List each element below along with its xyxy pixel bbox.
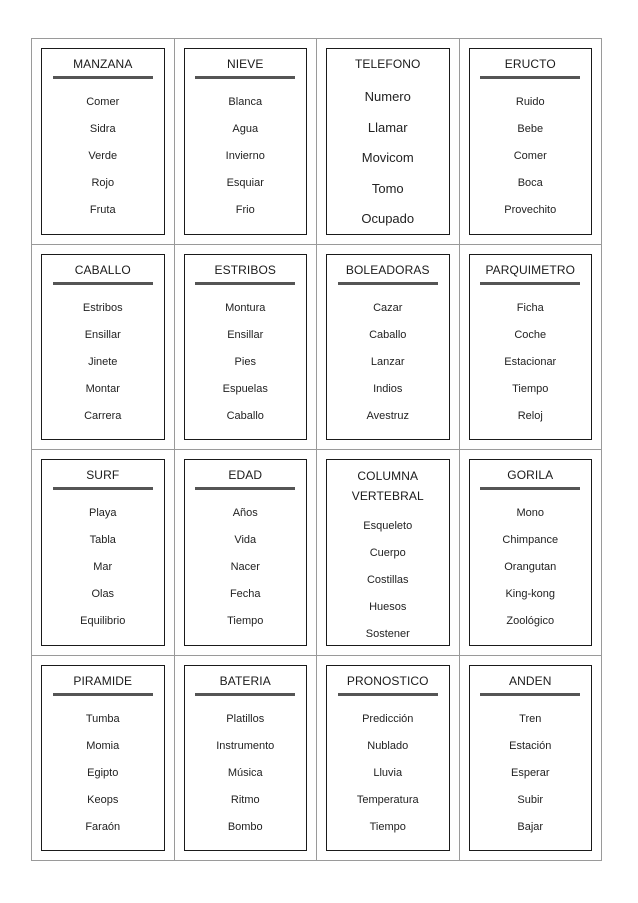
card-cell bbox=[460, 245, 603, 451]
word-item: Ritmo bbox=[230, 793, 260, 806]
title-underline bbox=[338, 693, 438, 696]
word-item: Lanzar bbox=[370, 355, 405, 368]
word-card bbox=[469, 665, 593, 852]
title-underline bbox=[480, 693, 580, 696]
title-underline bbox=[480, 282, 580, 285]
word-item: Costillas bbox=[366, 574, 409, 586]
word-item: Esqueleto bbox=[363, 520, 413, 532]
word-card bbox=[41, 459, 165, 646]
word-item: Frio bbox=[235, 204, 255, 216]
word-list bbox=[185, 295, 307, 430]
word-card bbox=[184, 48, 308, 235]
card-title: NIEVE bbox=[226, 57, 264, 71]
word-item: Mono bbox=[516, 507, 545, 519]
card-title: EDAD bbox=[228, 468, 263, 482]
word-item: Espuelas bbox=[222, 382, 268, 395]
word-item: Equilibrio bbox=[80, 615, 126, 627]
word-list bbox=[42, 500, 164, 635]
word-item: Estribos bbox=[82, 301, 123, 314]
title-underline bbox=[195, 282, 295, 285]
title-underline bbox=[53, 487, 153, 490]
word-card bbox=[184, 459, 308, 646]
word-list bbox=[327, 82, 449, 235]
word-item: Tiempo bbox=[369, 820, 406, 833]
word-list bbox=[42, 706, 164, 841]
word-item: Montura bbox=[225, 301, 266, 314]
word-list bbox=[327, 295, 449, 430]
word-list bbox=[470, 500, 592, 635]
word-list bbox=[470, 295, 592, 430]
word-item: Tiempo bbox=[512, 382, 549, 395]
word-item: Jinete bbox=[88, 355, 118, 368]
word-card bbox=[326, 459, 450, 646]
word-item: Momia bbox=[86, 739, 120, 752]
title-underline bbox=[480, 487, 580, 490]
card-title-line: VERTEBRAL bbox=[351, 489, 424, 503]
card-cell bbox=[32, 39, 175, 245]
word-item: Reloj bbox=[517, 409, 543, 422]
word-item: Huesos bbox=[369, 601, 407, 613]
word-item: Comer bbox=[86, 96, 120, 108]
word-card bbox=[469, 48, 593, 235]
card-title: PIRAMIDE bbox=[73, 673, 133, 688]
word-list bbox=[42, 89, 164, 224]
word-card bbox=[41, 48, 165, 235]
word-item: Tumba bbox=[85, 712, 120, 725]
word-item: Egipto bbox=[87, 766, 119, 779]
word-item: Coche bbox=[514, 328, 547, 341]
title-underline bbox=[338, 282, 438, 285]
card-title: ANDEN bbox=[508, 673, 552, 688]
word-item: King-kong bbox=[505, 588, 556, 600]
title-underline bbox=[195, 76, 295, 79]
word-card bbox=[469, 254, 593, 441]
card-cell bbox=[175, 245, 318, 451]
word-item: Verde bbox=[88, 150, 118, 162]
word-card bbox=[41, 665, 165, 852]
word-item: Cuerpo bbox=[369, 547, 406, 559]
card-title: GORILA bbox=[507, 468, 554, 482]
card-title: PARQUIMETRO bbox=[485, 262, 576, 277]
word-item: Ensillar bbox=[84, 328, 121, 341]
card-title: CABALLO bbox=[74, 262, 131, 277]
card-sheet bbox=[31, 38, 602, 861]
word-item: Temperatura bbox=[356, 793, 419, 806]
word-card bbox=[41, 254, 165, 441]
card-title: MANZANA bbox=[73, 57, 133, 71]
word-item: Tomo bbox=[371, 180, 404, 196]
card-cell bbox=[32, 450, 175, 656]
word-item: Platillos bbox=[226, 712, 265, 725]
word-item: Olas bbox=[91, 588, 115, 600]
word-item: Faraón bbox=[85, 820, 121, 833]
card-cell bbox=[32, 245, 175, 451]
word-item: Mar bbox=[93, 561, 113, 573]
word-item: Ensillar bbox=[227, 328, 264, 341]
card-cell bbox=[175, 450, 318, 656]
word-list bbox=[42, 295, 164, 430]
word-item: Pies bbox=[234, 355, 256, 368]
word-item: Ocupado bbox=[361, 211, 415, 226]
card-title bbox=[352, 466, 424, 506]
card-cell bbox=[317, 245, 460, 451]
word-item: Blanca bbox=[228, 96, 263, 108]
word-item: Llamar bbox=[367, 119, 408, 135]
word-item: Chimpance bbox=[502, 534, 559, 546]
word-card bbox=[326, 665, 450, 852]
word-item: Música bbox=[227, 766, 263, 779]
card-cell bbox=[175, 656, 318, 862]
word-item: Bebe bbox=[517, 123, 544, 135]
word-item: Boca bbox=[517, 177, 543, 189]
title-underline bbox=[53, 282, 153, 285]
word-item: Nacer bbox=[230, 561, 260, 573]
word-item: Cazar bbox=[373, 301, 403, 314]
word-item: Movicom bbox=[361, 150, 414, 165]
title-underline bbox=[195, 693, 295, 696]
word-card bbox=[469, 459, 593, 646]
word-item: Ficha bbox=[516, 301, 544, 314]
word-item: Numero bbox=[364, 89, 411, 104]
word-item: Bajar bbox=[517, 820, 544, 833]
word-card bbox=[184, 665, 308, 852]
word-item: Años bbox=[232, 507, 258, 519]
word-list bbox=[327, 706, 449, 841]
word-item: Playa bbox=[88, 507, 117, 519]
word-item: Carrera bbox=[84, 409, 122, 422]
word-item: Caballo bbox=[226, 409, 264, 422]
word-card bbox=[184, 254, 308, 441]
card-title: ESTRIBOS bbox=[214, 262, 276, 277]
card-title: TELEFONO bbox=[355, 57, 421, 71]
title-underline bbox=[195, 487, 295, 490]
word-item: Estación bbox=[509, 739, 552, 752]
card-cell bbox=[460, 656, 603, 862]
word-item: Esperar bbox=[510, 766, 550, 779]
word-item: Invierno bbox=[225, 150, 265, 162]
word-item: Bombo bbox=[227, 820, 263, 833]
word-item: Comer bbox=[513, 150, 547, 162]
word-item: Caballo bbox=[369, 328, 407, 341]
title-underline bbox=[480, 76, 580, 79]
card-title-line: COLUMNA bbox=[357, 469, 419, 483]
word-item: Vida bbox=[234, 534, 257, 546]
word-list bbox=[185, 89, 307, 224]
card-cell bbox=[460, 39, 603, 245]
word-list bbox=[470, 706, 592, 841]
word-item: Fruta bbox=[89, 204, 116, 216]
word-item: Montar bbox=[85, 382, 120, 395]
word-item: Sidra bbox=[89, 123, 116, 135]
card-cell bbox=[317, 39, 460, 245]
card-title: BATERIA bbox=[219, 673, 271, 688]
word-list bbox=[327, 513, 449, 648]
word-item: Tiempo bbox=[227, 615, 264, 627]
word-list bbox=[470, 89, 592, 224]
word-item: Subir bbox=[517, 793, 544, 806]
word-item: Avestruz bbox=[366, 409, 410, 422]
word-item: Ruido bbox=[515, 96, 545, 108]
word-item: Rojo bbox=[91, 177, 115, 189]
word-card bbox=[326, 48, 450, 235]
word-item: Estacionar bbox=[504, 355, 557, 368]
word-card bbox=[326, 254, 450, 441]
word-item: Lluvia bbox=[373, 766, 403, 779]
word-item: Tabla bbox=[89, 534, 116, 546]
word-item: Fecha bbox=[229, 588, 261, 600]
word-item: Sostener bbox=[365, 628, 410, 640]
word-item: Agua bbox=[232, 123, 259, 135]
card-title: ERUCTO bbox=[504, 57, 556, 71]
card-title: PRONOSTICO bbox=[346, 673, 429, 688]
card-cell bbox=[32, 656, 175, 862]
word-item: Predicción bbox=[362, 712, 414, 725]
word-item: Provechito bbox=[504, 204, 557, 216]
word-item: Keops bbox=[87, 793, 119, 806]
card-cell bbox=[460, 450, 603, 656]
word-item: Indios bbox=[373, 382, 403, 395]
word-list bbox=[185, 500, 307, 635]
card-cell bbox=[317, 450, 460, 656]
word-item: Orangutan bbox=[504, 561, 557, 573]
word-item: Tren bbox=[519, 712, 542, 725]
title-underline bbox=[53, 76, 153, 79]
card-title: BOLEADORAS bbox=[345, 262, 430, 277]
card-cell bbox=[317, 656, 460, 862]
word-list bbox=[185, 706, 307, 841]
word-item: Zoológico bbox=[506, 615, 555, 627]
title-underline bbox=[53, 693, 153, 696]
card-cell bbox=[175, 39, 318, 245]
word-item: Esquiar bbox=[226, 177, 264, 189]
word-item: Instrumento bbox=[216, 739, 275, 752]
card-title: SURF bbox=[86, 468, 120, 482]
word-item: Nublado bbox=[367, 739, 409, 752]
